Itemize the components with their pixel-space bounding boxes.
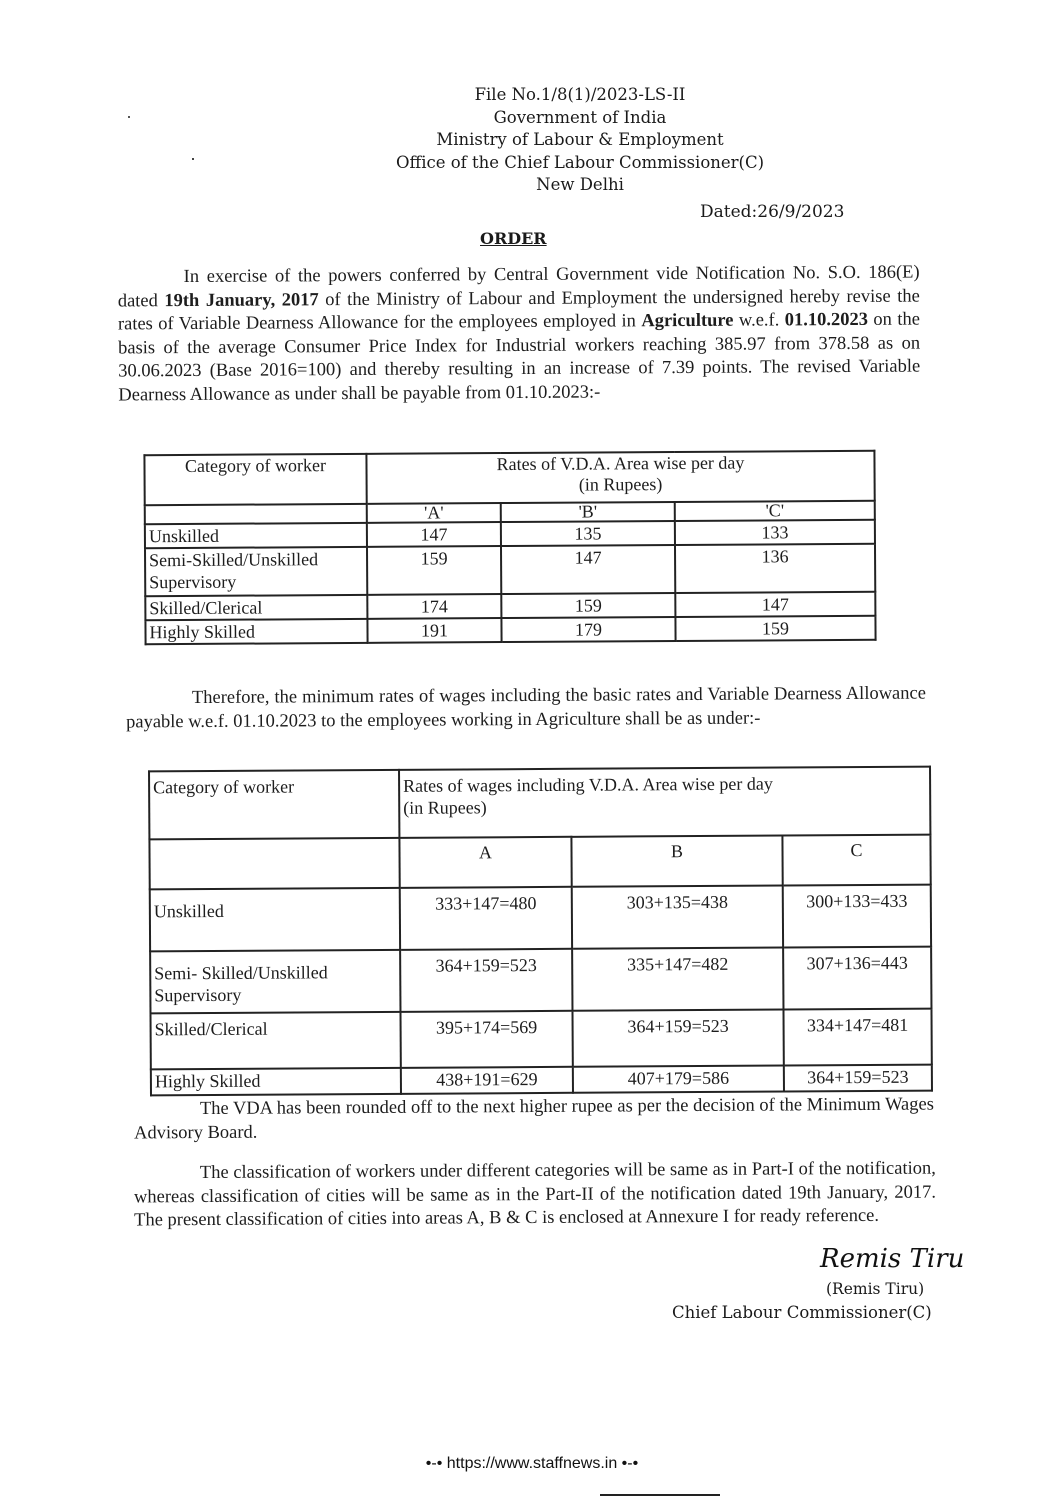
wage-cell: 334+147=481 [783, 1009, 931, 1066]
wage-cell: 395+174=569 [400, 1011, 572, 1068]
signature-scrawl: Remis Tiru [820, 1244, 965, 1274]
wage-cell: 407+179=586 [573, 1066, 784, 1093]
government-name: Government of India [493, 107, 667, 127]
paragraph-rounding-note [134, 1094, 934, 1146]
wages-area-b: B [571, 836, 782, 887]
intro-text: of the Ministry of Labour and Employment the undersigned hereby revise the rates of Variable Dearness Allowance for the employees employed in [117, 286, 920, 335]
category-cell: Unskilled [150, 888, 400, 952]
wage-cell: 303+135=438 [572, 886, 783, 949]
signatory-name: (Remis Tiru) [826, 1280, 925, 1298]
vda-area-b: 'B' [501, 502, 675, 522]
office-name: Office of the Chief Labour Commissioner(C) [395, 152, 765, 172]
rate-cell: 147 [501, 545, 675, 594]
category-cell: Skilled/Clerical [150, 1012, 400, 1070]
intro-text: w.e.f. [733, 310, 785, 331]
table-row [150, 947, 931, 1014]
minimum-wages-text: Therefore, the minimum rates of wages including the basic rates and Variable Dearness Allowance payable w.e.f. 01.10.2023 to the employees working in Agriculture shall be as under:- [126, 683, 926, 733]
paragraph-classification [134, 1158, 936, 1234]
category-cell: Semi- Skilled/Unskilled Supervisory [150, 950, 400, 1014]
category-cell: Unskilled [145, 523, 367, 548]
vda-blank-cell [145, 504, 367, 524]
file-number: File No.1/8(1)/2023-LS-II [474, 85, 686, 104]
category-cell: Semi-Skilled/Unskilled Supervisory [145, 547, 367, 596]
signatory-designation: Chief Labour Commissioner(C) [672, 1303, 932, 1322]
vda-col-category: Category of worker [144, 454, 366, 505]
rate-cell: 136 [675, 544, 875, 593]
footer-url: •-• https://www.staffnews.in •-• [425, 1455, 639, 1472]
paragraph-minimum-wages [126, 683, 926, 735]
table-row [145, 616, 875, 644]
wage-cell: 333+147=480 [400, 887, 572, 950]
wage-cell: 364+159=523 [572, 1010, 783, 1067]
rate-cell: 147 [675, 592, 875, 617]
rounding-note-text: The VDA has been rounded off to the next higher rupee as per the decision of the Minimum Wages Advisory Board. [134, 1094, 934, 1144]
table-row [150, 885, 931, 952]
rate-cell: 147 [367, 522, 501, 547]
wage-cell: 438+191=629 [401, 1067, 573, 1094]
scan-edge-marks [600, 1494, 720, 1499]
category-cell: Skilled/Clerical [145, 595, 367, 620]
wage-cell: 364+159=523 [784, 1065, 932, 1092]
city-name: New Delhi [536, 175, 624, 194]
ministry-name: Ministry of Labour & Employment [436, 130, 724, 149]
wages-area-c: C [782, 835, 930, 886]
wages-col-rates-title: Rates of wages including V.D.A. Area wise per day [403, 773, 773, 796]
wage-cell: 335+147=482 [572, 948, 783, 1011]
wages-col-rates [399, 767, 930, 838]
paragraph-intro [118, 262, 921, 408]
notification-date: 19th January, 2017 [164, 289, 319, 311]
rate-cell: 133 [675, 520, 875, 545]
rate-cell: 174 [367, 594, 501, 619]
intro-text: on the basis of the average Consumer Price Index for Industrial workers reaching 385.97 from 378.58 as on 30.06.2023 (Base 2016=100) and thereby resulting in an increase of 7.39 points. The revised Variable Dearness Allowance as under shall be payable from 01.10.2023:- [118, 309, 921, 406]
vda-col-rates-unit: (in Rupees) [578, 474, 663, 495]
scan-speck [192, 158, 194, 160]
vda-area-c: 'C' [675, 501, 875, 521]
wages-area-a: A [399, 837, 571, 888]
category-cell: Highly Skilled [151, 1068, 401, 1096]
scan-speck [128, 116, 130, 118]
wages-table [148, 766, 933, 1097]
intro-text: In exercise of the powers conferred by Central Government vide Notification No. S.O. 186(E) dated [117, 262, 920, 312]
rate-cell: 191 [367, 618, 501, 643]
sector-name: Agriculture [641, 310, 734, 332]
table-row [145, 544, 875, 596]
letterhead [300, 84, 860, 197]
vda-col-rates [366, 451, 874, 504]
classification-text: The classification of workers under different categories will be same as in Part-I of the notification, whereas classification of cities will be same as in the Part-II of the notification dated 19th January, 2017. The present classification of cities into areas A, B & C is enclosed at Annexure I for ready reference. [133, 1158, 937, 1231]
wages-col-category: Category of worker [149, 770, 399, 840]
rate-cell: 159 [367, 546, 501, 595]
rate-cell: 179 [501, 617, 675, 642]
order-title: ORDER [480, 229, 547, 248]
wages-blank-cell [149, 838, 399, 890]
vda-col-rates-title: Rates of V.D.A. Area wise per day [496, 452, 745, 475]
vda-area-a: 'A' [367, 503, 501, 523]
wage-cell: 307+136=443 [783, 947, 931, 1010]
rate-cell: 159 [501, 593, 675, 618]
wage-cell: 364+159=523 [400, 949, 572, 1012]
wages-col-rates-unit: (in Rupees) [403, 797, 487, 818]
rate-cell: 135 [501, 521, 675, 546]
table-row [151, 1065, 932, 1096]
vda-rates-table [143, 450, 876, 645]
order-date: Dated:26/9/2023 [700, 202, 845, 222]
wage-cell: 300+133=433 [783, 885, 931, 948]
table-row [150, 1009, 931, 1070]
category-cell: Highly Skilled [145, 619, 367, 644]
effective-date: 01.10.2023 [784, 310, 869, 331]
rate-cell: 159 [675, 616, 875, 641]
